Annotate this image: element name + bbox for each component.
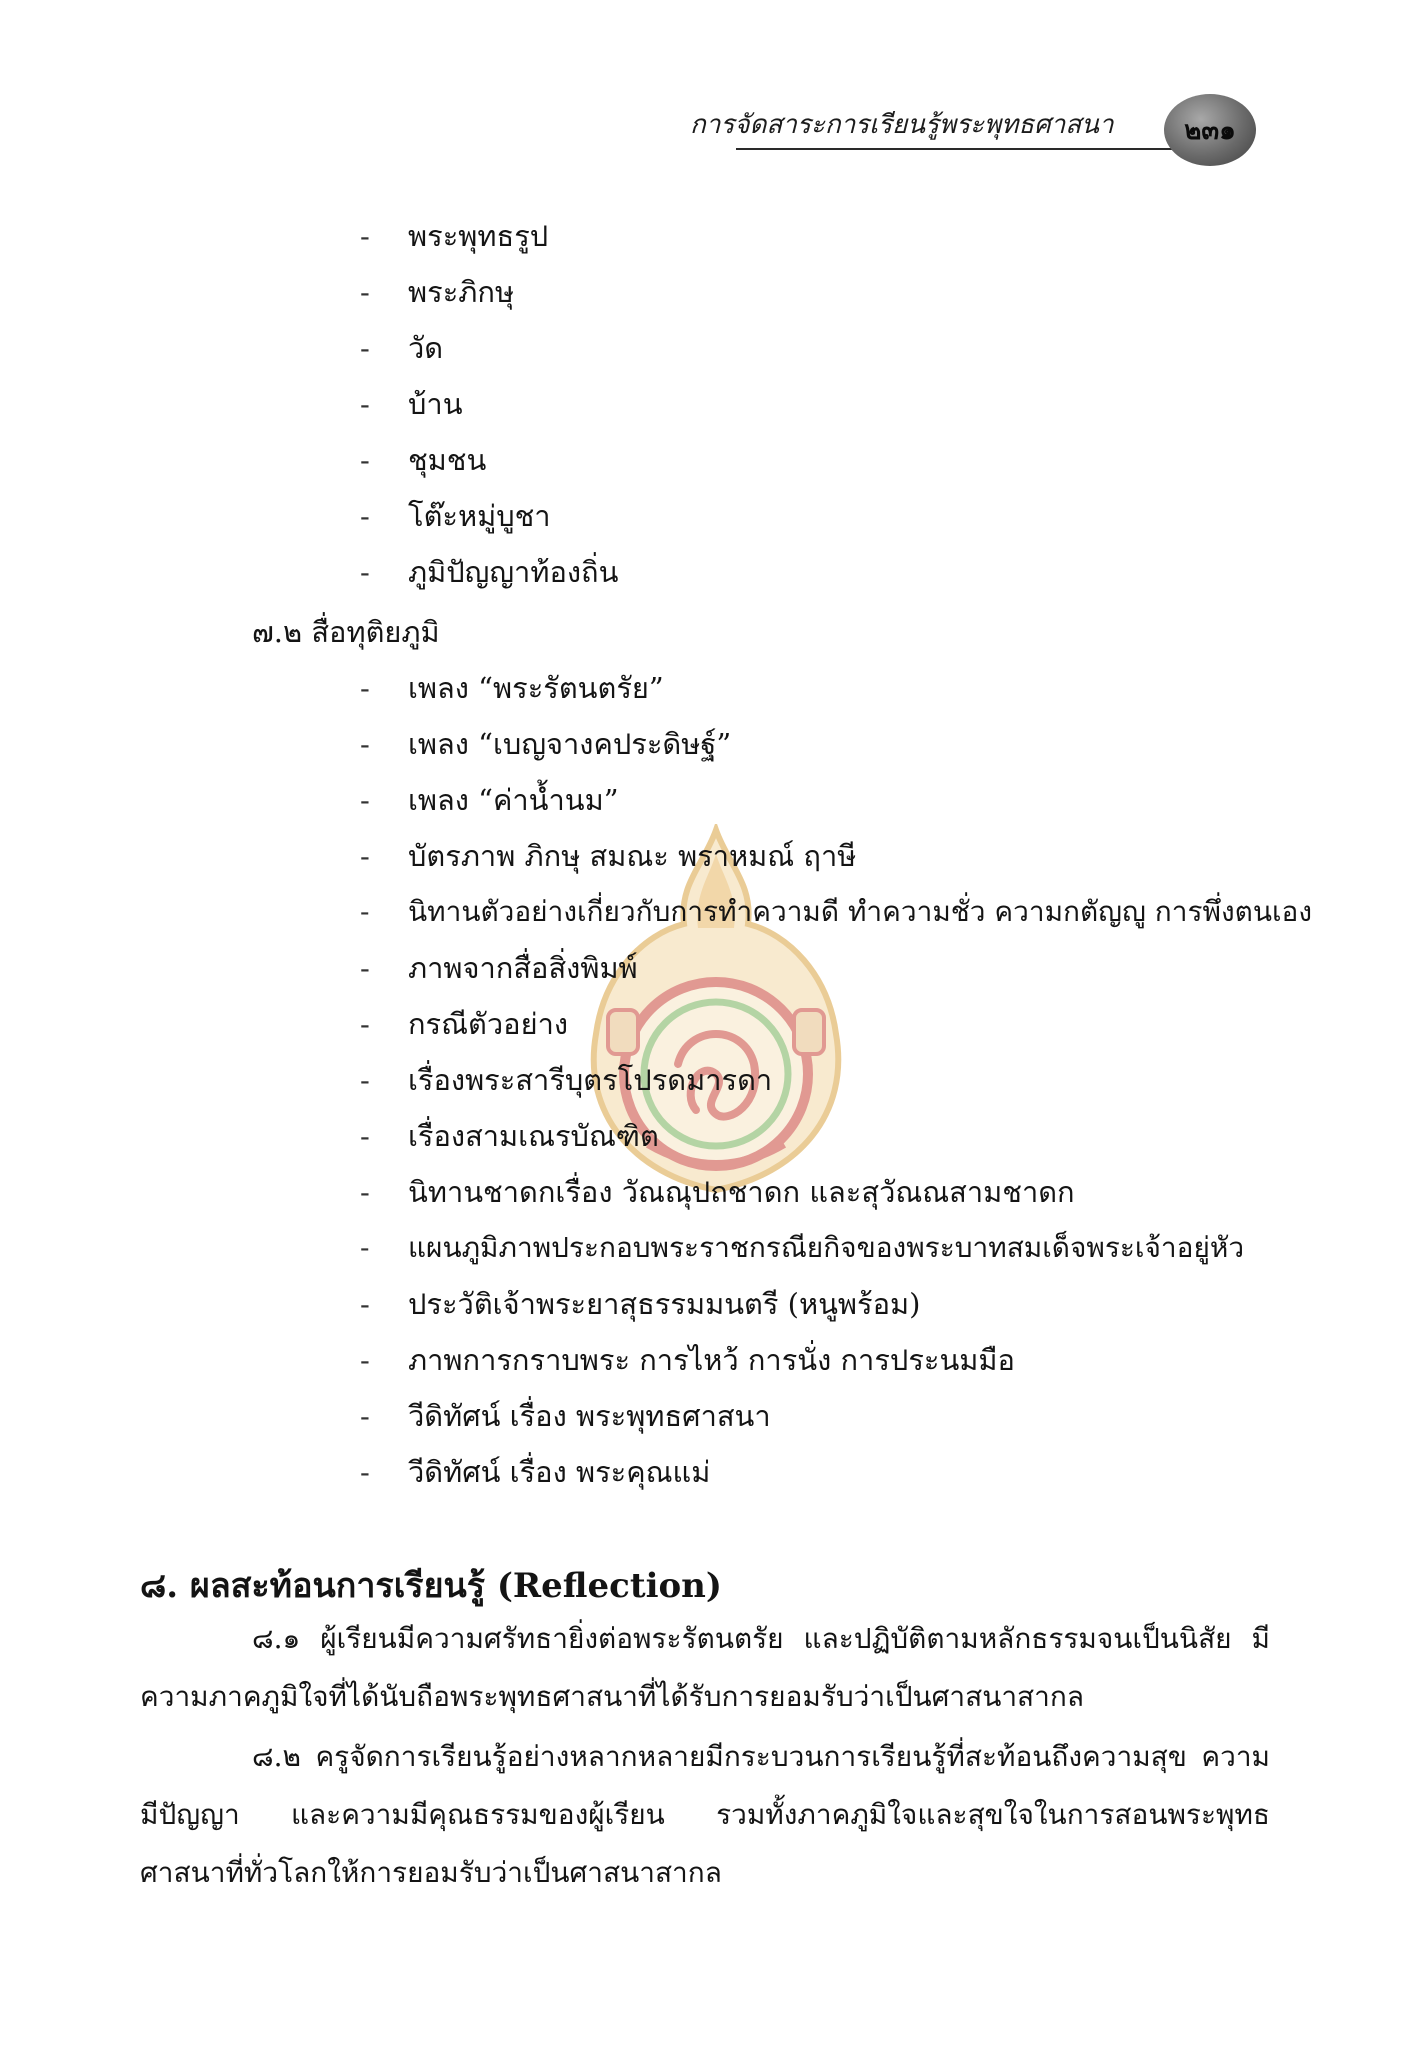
list-item	[360, 440, 486, 480]
list-item-text: โต๊ะหมู่บูชา	[408, 499, 551, 533]
subsection-heading: ๗.๒ สื่อทุติยภูมิ	[252, 615, 440, 649]
list-item-text: เพลง “เบญจางคประดิษฐ์”	[408, 727, 732, 761]
dash-bullet: -	[360, 499, 370, 533]
list-item-text: เพลง “ค่าน้ำนม”	[408, 783, 619, 817]
dash-bullet: -	[360, 1175, 370, 1209]
list-item	[360, 668, 664, 708]
dash-bullet: -	[360, 387, 370, 421]
list-item-text: กรณีตัวอย่าง	[408, 1007, 569, 1041]
dash-bullet: -	[360, 1007, 370, 1041]
list-item	[360, 1284, 920, 1324]
list-item-text: นิทานชาดกเรื่อง วัณณุปถชาดก และสุวัณณสามชาดก	[408, 1175, 1075, 1209]
dash-bullet: -	[360, 895, 370, 928]
list-item	[360, 836, 856, 876]
list-item-text: นิทานตัวอย่างเกี่ยวกับการทำความดี ทำความชั่ว ความกตัญญู การพึ่งตนเอง	[408, 895, 1313, 928]
list-item	[360, 384, 463, 424]
dash-bullet: -	[360, 443, 370, 477]
list-item-text: วีดิทัศน์ เรื่อง พระคุณแม่	[408, 1455, 711, 1489]
list-item	[360, 328, 443, 368]
dash-bullet: -	[360, 275, 370, 309]
list-item	[360, 1228, 1244, 1268]
list-item-text: พระพุทธรูป	[408, 219, 549, 253]
list-item	[360, 552, 618, 592]
list-item-text: เพลง “พระรัตนตรัย”	[408, 671, 664, 705]
header-rule	[736, 148, 1176, 150]
dash-bullet: -	[360, 555, 370, 589]
dash-bullet: -	[360, 671, 370, 705]
list-item	[360, 1452, 710, 1492]
list-item-text: บ้าน	[408, 387, 463, 421]
dash-bullet: -	[360, 1063, 370, 1097]
list-item-text: วัด	[408, 331, 444, 365]
section-title: ๘. ผลสะท้อนการเรียนรู้ (Reflection)	[140, 1566, 722, 1606]
list-item-text: วีดิทัศน์ เรื่อง พระพุทธศาสนา	[408, 1399, 771, 1433]
list-item	[360, 216, 548, 256]
dash-bullet: -	[360, 219, 370, 253]
list-item	[360, 1396, 771, 1436]
list-item-text: ภูมิปัญญาท้องถิ่น	[408, 555, 619, 589]
list-item-text: แผนภูมิภาพประกอบพระราชกรณียกิจของพระบาทสมเด็จพระเจ้าอยู่หัว	[408, 1231, 1245, 1264]
list-item-text: ชุมชน	[408, 443, 487, 477]
paragraph-8-1: ๘.๑ ผู้เรียนมีความศรัทธายิ่งต่อพระรัตนตรัย และปฏิบัติตามหลักธรรมจนเป็นนิสัย มีความภาคภูมิใจที่ได้นับถือพระพุทธศาสนาที่ได้รับการยอมรับว่าเป็นศาสนาสากล	[140, 1622, 1270, 1713]
dash-bullet: -	[360, 1343, 370, 1377]
list-item	[360, 892, 1312, 932]
list-item	[360, 1004, 568, 1044]
dash-bullet: -	[360, 839, 370, 873]
paragraph-8-2: ๘.๒ ครูจัดการเรียนรู้อย่างหลากหลายมีกระบวนการเรียนรู้ที่สะท้อนถึงความสุข ความมีปัญญา และความมีคุณธรรมของผู้เรียน รวมทั้งภาคภูมิใจและสุขใจในการสอนพระพุทธศาสนาที่ทั่วโลกให้การยอมรับว่าเป็นศาสนาสากล	[140, 1740, 1270, 1889]
dash-bullet: -	[360, 1231, 370, 1264]
list-item	[360, 780, 619, 820]
dash-bullet: -	[360, 783, 370, 817]
list-item	[360, 1172, 1075, 1212]
list-item	[360, 272, 514, 312]
dash-bullet: -	[360, 1119, 370, 1153]
list-item-text: ภาพการกราบพระ การไหว้ การนั่ง การประนมมือ	[408, 1343, 1015, 1377]
list-item-text: ประวัติเจ้าพระยาสุธรรมมนตรี (หนูพร้อม)	[408, 1287, 921, 1321]
list-item	[360, 1116, 659, 1156]
list-item	[360, 724, 731, 764]
list-item-text: บัตรภาพ ภิกษุ สมณะ พราหมณ์ ฤาษี	[408, 839, 857, 873]
list-item	[360, 948, 638, 988]
list-item	[360, 1060, 772, 1100]
list-item-text: ภาพจากสื่อสิ่งพิมพ์	[408, 951, 638, 985]
list-item-text: พระภิกษุ	[408, 275, 515, 309]
page-number-badge	[1164, 94, 1256, 166]
running-header-title: การจัดสาระการเรียนรู้พระพุทธศาสนา	[690, 110, 1114, 140]
dash-bullet: -	[360, 1455, 370, 1489]
dash-bullet: -	[360, 951, 370, 985]
dash-bullet: -	[360, 727, 370, 761]
list-item	[360, 1340, 1015, 1380]
dash-bullet: -	[360, 331, 370, 365]
dash-bullet: -	[360, 1399, 370, 1433]
list-item-text: เรื่องสามเณรบัณฑิต	[408, 1119, 659, 1153]
list-item	[360, 496, 551, 536]
page-number: ๒๓๑	[1184, 115, 1236, 146]
list-item-text: เรื่องพระสารีบุตรโปรดมารดา	[408, 1063, 773, 1097]
dash-bullet: -	[360, 1287, 370, 1321]
